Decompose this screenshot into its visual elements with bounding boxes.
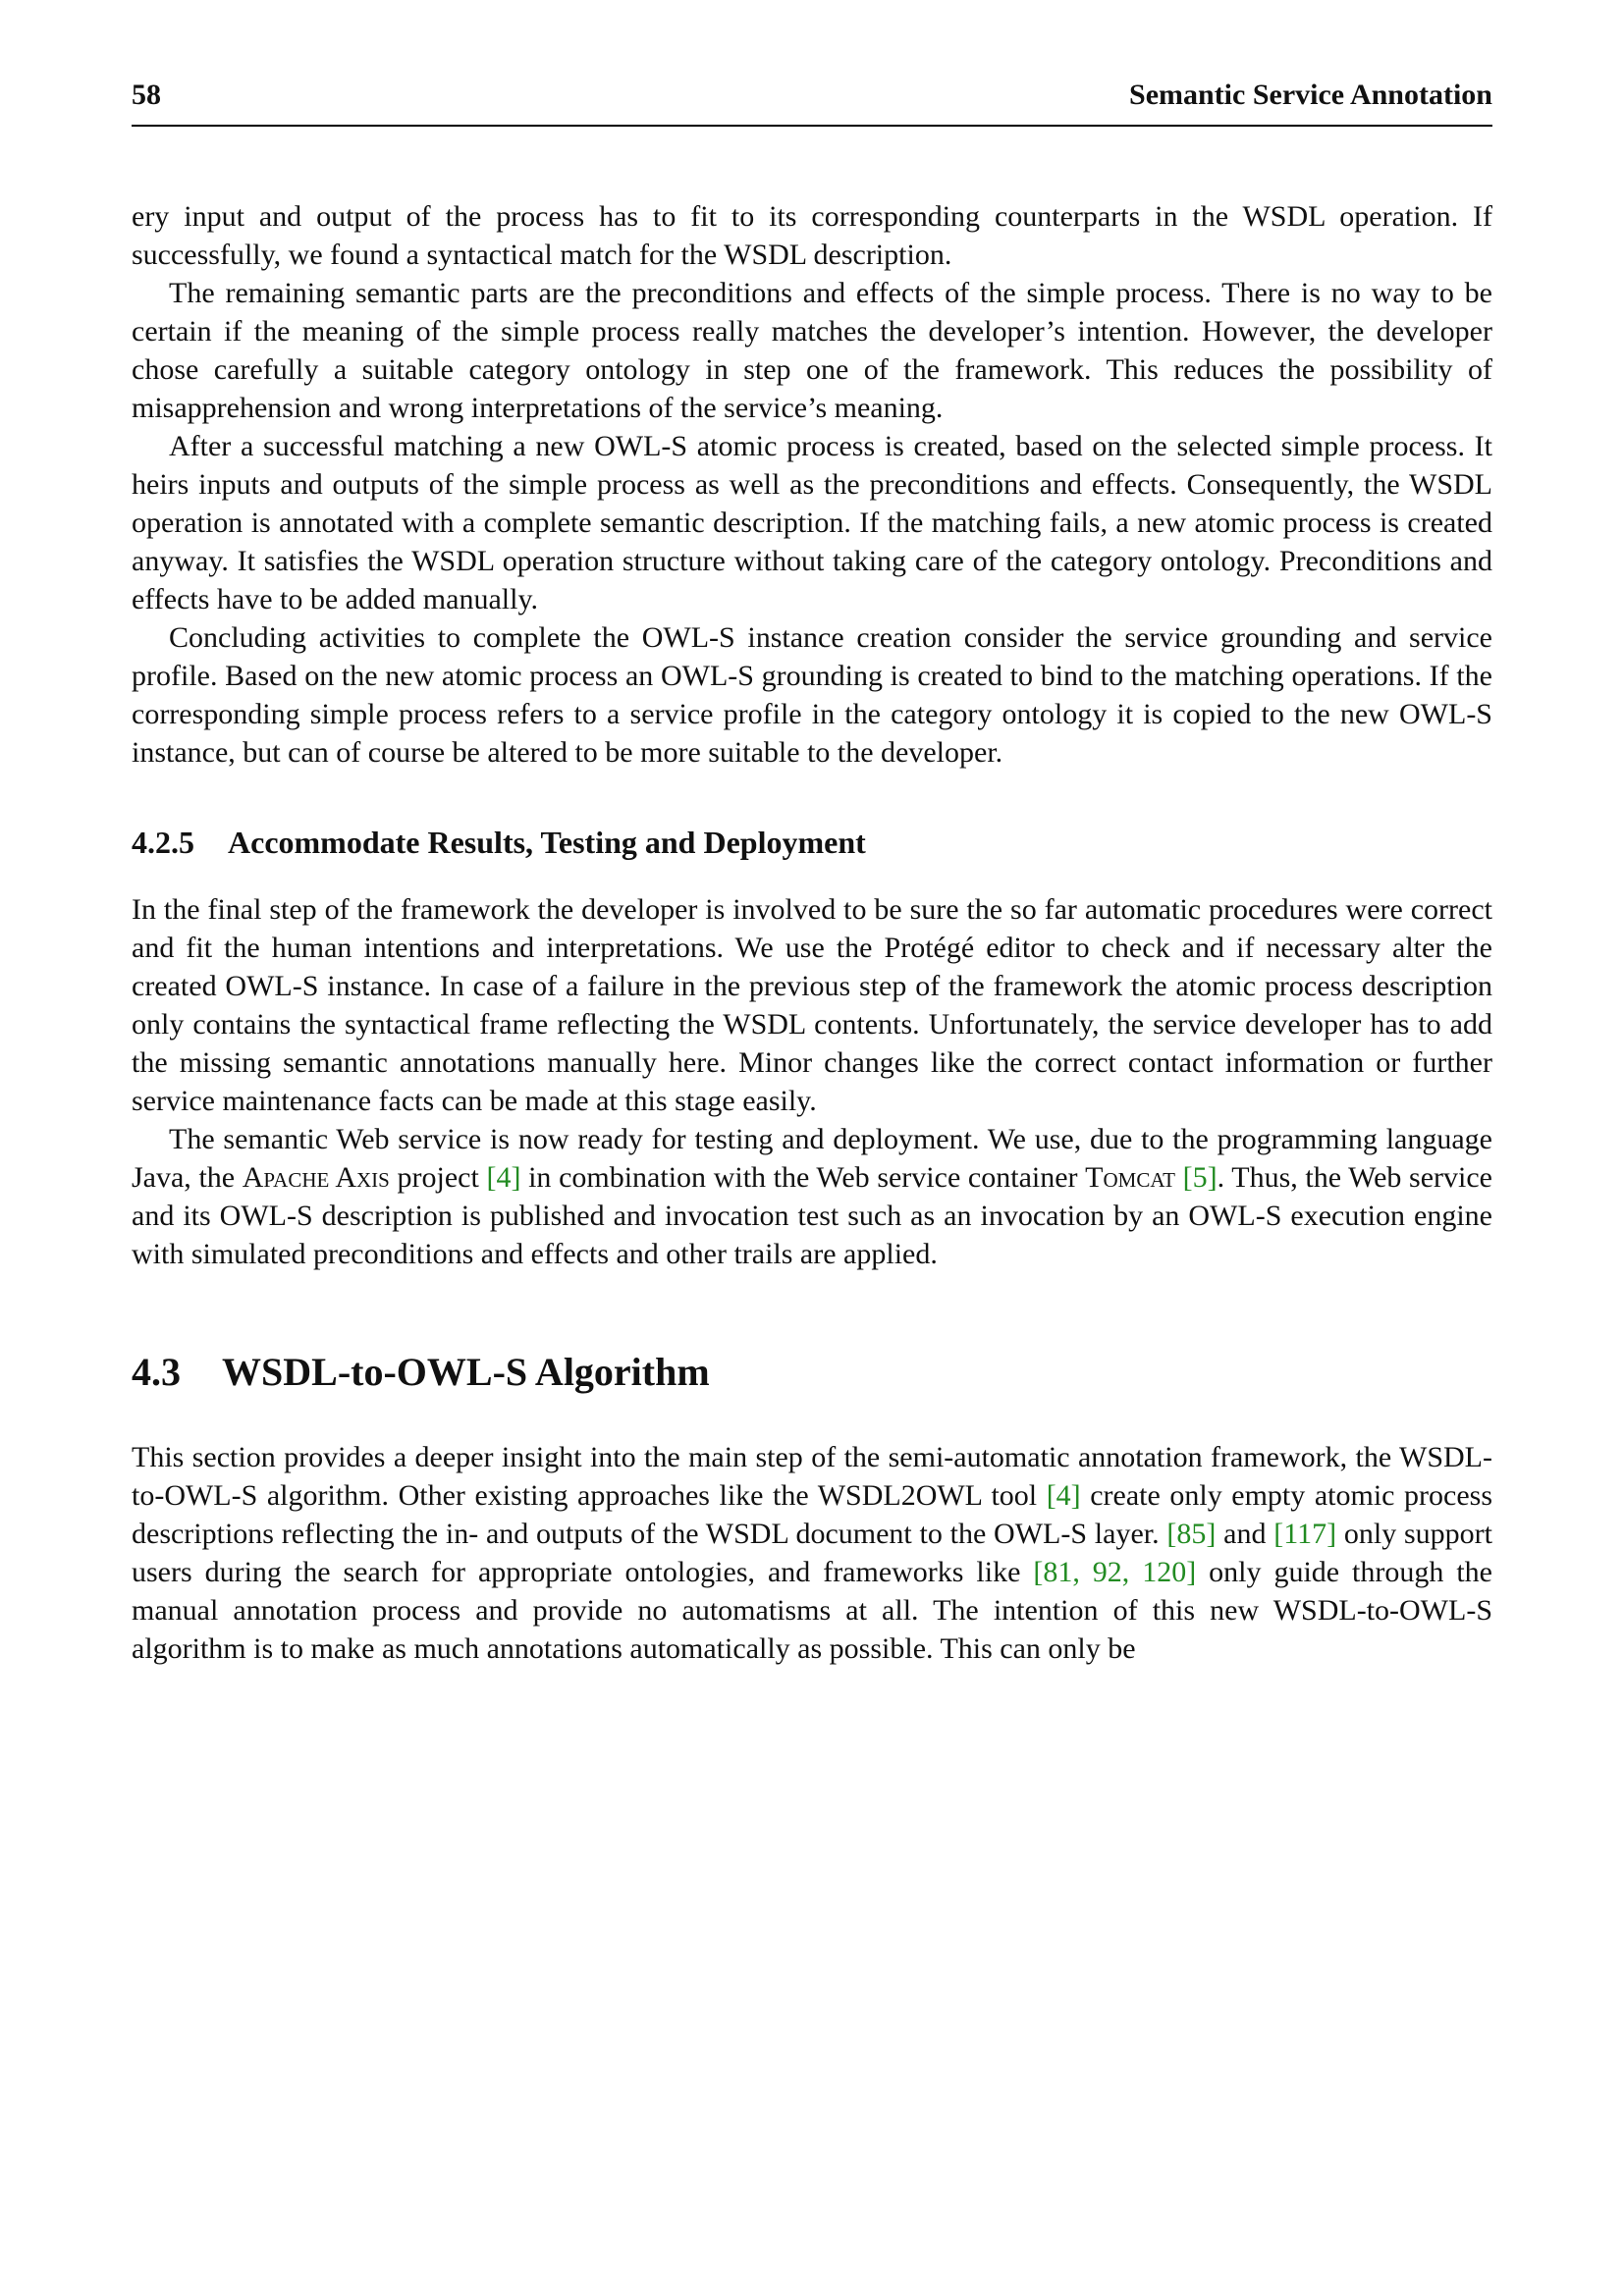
subsection-heading: [132, 825, 1492, 861]
citation-link[interactable]: [5]: [1182, 1160, 1218, 1194]
page-number: 58: [132, 79, 161, 111]
paragraph: [132, 427, 1492, 618]
section-title: Accommodate Results, Testing and Deployment: [228, 825, 866, 860]
paragraph: [132, 274, 1492, 427]
page-header: [132, 79, 1492, 111]
text-run: project: [389, 1160, 487, 1194]
text-run: in combination with the Web service container: [520, 1160, 1086, 1194]
header-rule: [132, 125, 1492, 127]
text-run: After a successful matching a new OWL-S atomic process is created, based on the selected simple process. It heirs inputs and outputs of the simple process as well as the preconditions and effects. Consequently, the WSDL operation is annotated with a complete semantic description. If the matching fails, a new atomic process is created anyway. It satisfies the WSDL operation structure without taking care of the category ontology. Preconditions and effects have to be added manually.: [132, 430, 1492, 615]
running-title: Semantic Service Annotation: [1129, 79, 1492, 111]
citation-link[interactable]: [4]: [486, 1160, 521, 1194]
text-run: only guide through the manual annotation process and provide no automatisms at all. The intention of this new WSDL-to-OWL-S algorithm is to make as much annotations automatically as possible. This can only be: [132, 1555, 1492, 1665]
paragraph: [132, 197, 1492, 274]
citation-link[interactable]: [4]: [1046, 1478, 1081, 1512]
section-number: 4.3: [132, 1349, 181, 1394]
citation-link[interactable]: [85]: [1166, 1517, 1217, 1550]
citation-link[interactable]: [117]: [1273, 1517, 1337, 1550]
text-run: . Thus, the Web service and its OWL-S description is published and invocation test such as an invocation by an OWL-S execution engine with simulated preconditions and effects and other trails are applied.: [132, 1160, 1492, 1270]
page-content: [132, 197, 1492, 1668]
section-heading: [132, 1350, 1492, 1395]
text-run: create only empty atomic process descriptions reflecting the in- and outputs of the WSDL document to the OWL-S layer.: [132, 1478, 1492, 1550]
text-run: [1175, 1161, 1183, 1194]
section-number: 4.2.5: [132, 825, 194, 860]
paragraph: [132, 1120, 1492, 1273]
smallcaps-name: Tomcat: [1085, 1160, 1176, 1194]
text-run: only support users during the search for appropriate ontologies, and frameworks like: [132, 1517, 1492, 1588]
text-run: ery input and output of the process has to fit to its corresponding counterparts in the WSDL operation. If successfully, we found a syntactical match for the WSDL description.: [132, 200, 1492, 271]
text-run: and: [1216, 1517, 1274, 1550]
text-run: The semantic Web service is now ready for testing and deployment. We use, due to the programming language Java, the: [132, 1122, 1492, 1194]
text-run: Concluding activities to complete the OWL-S instance creation consider the service grounding and service profile. Based on the new atomic process an OWL-S grounding is created to bind to the matching operations. If the corresponding simple process refers to a service profile in the category ontology it is copied to the new OWL-S instance, but can of course be altered to be more suitable to the developer.: [132, 621, 1492, 769]
text-run: The remaining semantic parts are the preconditions and effects of the simple process. There is no way to be certain if the meaning of the simple process really matches the developer’s intention. However, the developer chose carefully a suitable category ontology in step one of the framework. This reduces the possibility of misapprehension and wrong interpretations of the service’s meaning.: [132, 277, 1492, 424]
smallcaps-name: Apache Axis: [242, 1160, 390, 1194]
text-run: In the final step of the framework the developer is involved to be sure the so far automatic procedures were correct and fit the human intentions and interpretations. We use the Protégé editor to check and if necessary alter the created OWL-S instance. In case of a failure in the previous step of the framework the atomic process description only contains the syntactical frame reflecting the WSDL contents. Unfortunately, the service developer has to add the missing semantic annotations manually here. Minor changes like the correct contact information or further service maintenance facts can be made at this stage easily.: [132, 892, 1492, 1117]
paragraph: [132, 1438, 1492, 1668]
section-title: WSDL-to-OWL-S Algorithm: [222, 1349, 710, 1394]
citation-link[interactable]: [81, 92, 120]: [1033, 1555, 1197, 1588]
text-run: This section provides a deeper insight into the main step of the semi-automatic annotation framework, the WSDL-to-OWL-S algorithm. Other existing approaches like the WSDL2OWL tool: [132, 1440, 1492, 1512]
paragraph: [132, 618, 1492, 772]
paragraph: [132, 890, 1492, 1120]
